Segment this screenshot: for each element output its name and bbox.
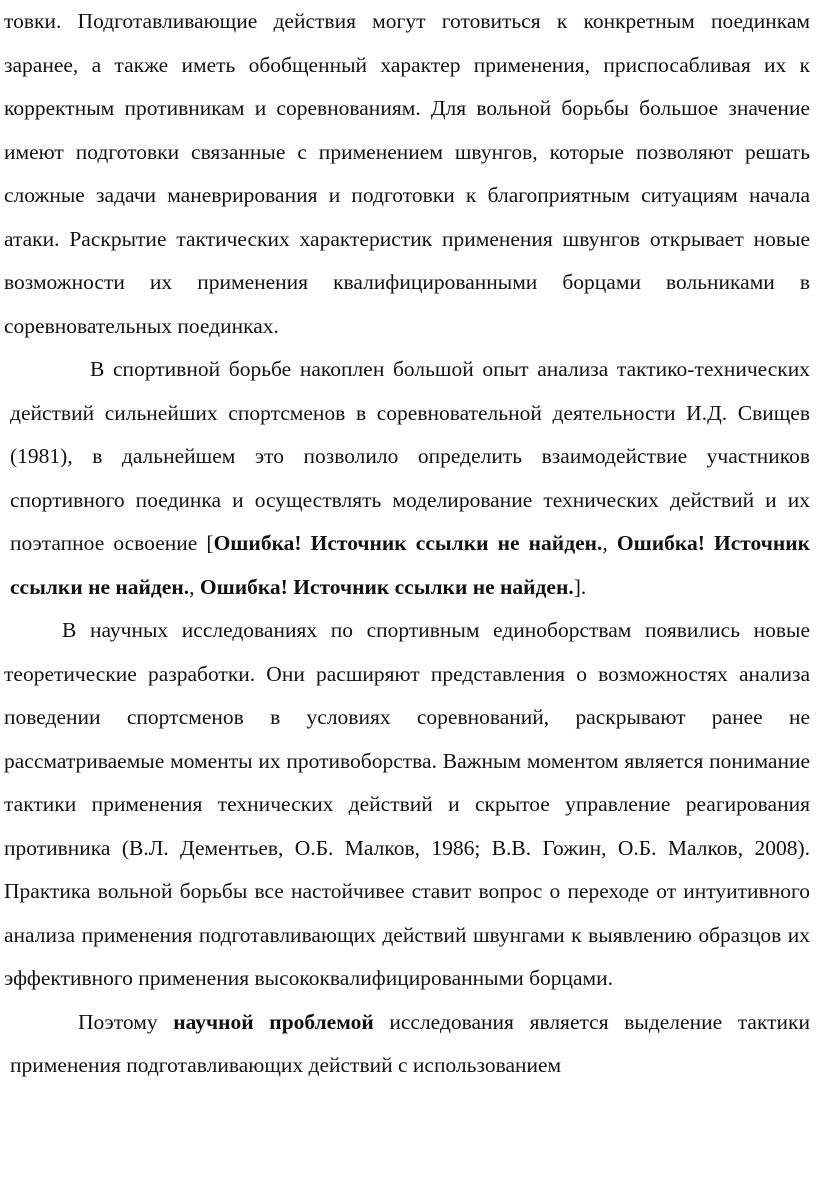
paragraph-4 bbox=[4, 1001, 810, 1088]
reference-separator-1: , bbox=[602, 531, 617, 555]
reference-separator-2: , bbox=[189, 574, 200, 599]
paragraph-2-end: ]. bbox=[573, 574, 587, 599]
reference-error-1: Ошибка! Источник ссылки не найден. bbox=[213, 531, 603, 555]
reference-error-2: Ошибка! Источник ссылки не найден. bbox=[10, 531, 810, 599]
paragraph-4-rest: исследования является выделение тактики применения подготавливающих действий с использованием bbox=[10, 1009, 810, 1077]
scientific-problem-term: научной проблемой bbox=[173, 1009, 374, 1034]
paragraph-2 bbox=[4, 348, 810, 609]
paragraph-1: товки. Подготавливающие действия могут готовиться к конкретным поединкам заранее, а также иметь обобщенный характер применения, приспосабливая их к корректным противникам и соревнованиям. Для вольной борьбы большое значение имеют подготовки связанные с применением швунгов, которые позволяют решать сложные задачи маневрирования и подготовки к благоприятным ситуациям начала атаки. Раскрытие тактических характеристик применения швунгов открывает новые возможности их применения квалифицированными борцами вольниками в соревновательных поединках. bbox=[4, 9, 810, 338]
paragraph-3: В научных исследованиях по спортивным единоборствам появились новые теоретические разработки. Они расширяют представления о возможностях анализа поведении спортсменов в условиях соревнований, раскрывают ранее не рассматриваемые моменты их противоборства. Важным моментом является понимание тактики применения технических действий и скрытое управление реагирования противника (В.Л. Дементьев, О.Б. Малков, 1986; В.В. Гожин, О.Б. Малков, 2008). Практика вольной борьбы все настойчивее ставит вопрос о переходе от интуитивного анализа применения подготавливающих действий швунгами к выявлению образцов их эффективного применения высококвалифицированными борцами. bbox=[4, 618, 810, 990]
paragraph-2-text: В спортивной борьбе накоплен большой опыт анализа тактико-технических действий сильнейших спортсменов в соревновательной деятельности И.Д. Свищев (1981), в дальнейшем это позволило определить взаимодействие участников спортивного поединка и осуществлять моделирование технических действий и их поэтапное освоение [ bbox=[10, 357, 810, 555]
paragraph-4-text: Поэтому bbox=[78, 1009, 174, 1034]
reference-error-3: Ошибка! Источник ссылки не найден. bbox=[199, 574, 574, 599]
